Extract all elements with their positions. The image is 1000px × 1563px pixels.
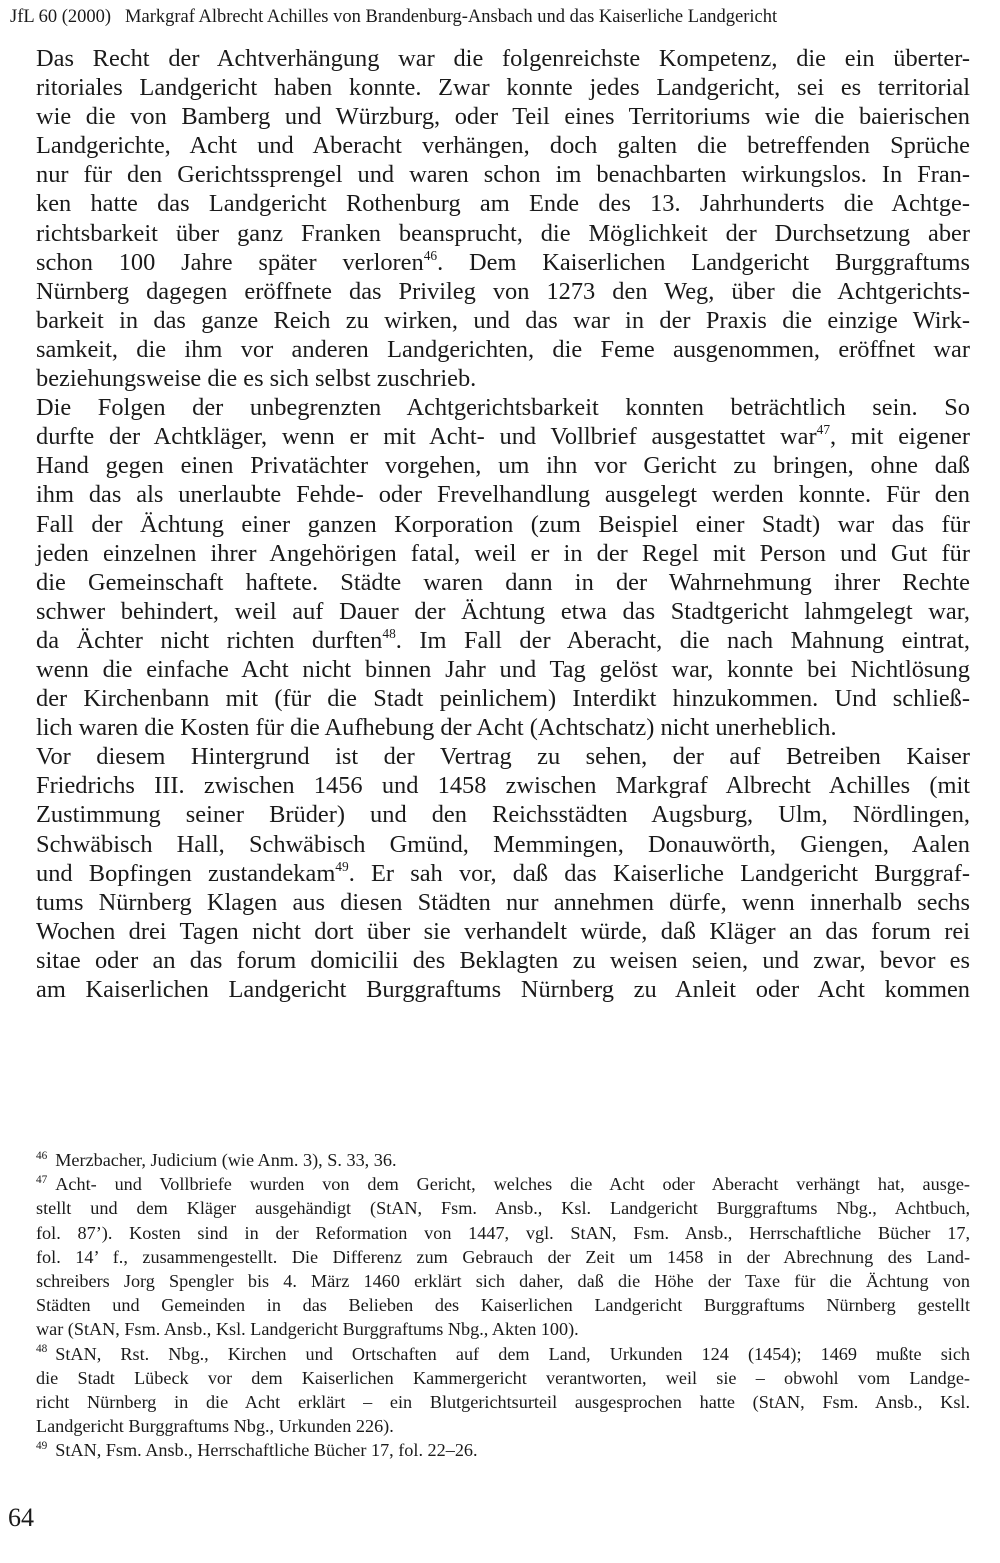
text-line: ihm das als unerlaubte Fehde- oder Frevelhandlung ausgelegt werden konnte. Für den	[36, 481, 970, 509]
footnote-number: 46	[36, 1149, 48, 1162]
article-title: Markgraf Albrecht Achilles von Brandenburg-Ansbach und das Kaiserliche Landgericht	[125, 7, 778, 27]
text-line: barkeit in das ganze Reich zu wirken, und das war in der Praxis die einzige Wirk-	[36, 306, 970, 334]
text-line: samkeit, die ihm vor anderen Landgerichten, die Feme ausgenommen, eröffnet war	[36, 335, 970, 363]
text-line: Landgerichte, Acht und Aberacht verhängen, doch galten die betreffenden Sprüche	[36, 132, 970, 160]
text-line: Schwäbisch Hall, Schwäbisch Gmünd, Memmingen, Donauwörth, Giengen, Aalen	[36, 830, 970, 858]
text-line	[8, 859, 970, 888]
paragraph-2	[8, 393, 970, 742]
text-line: tums Nürnberg Klagen aus diesen Städten nur annehmen dürfe, wenn innerhalb sechs	[36, 888, 970, 916]
text-line: beziehungsweise die es sich selbst zuschrieb.	[36, 365, 477, 393]
footnote-number: 48	[36, 1343, 48, 1356]
footnote-ref-47[interactable]: 47	[816, 422, 831, 438]
text-line: am Kaiserlichen Landgericht Burggraftums Nürnberg zu Anleit oder Acht kommen	[36, 976, 970, 1003]
footnote-text: StAN, Rst. Nbg., Kirchen und Ortschaften auf dem Land, Urkunden 124 (1454); 1469 mußte sich	[55, 1343, 970, 1364]
text-line: Das Recht der Achtverhängung war die folgenreichste Kompetenz, die ein überter-	[36, 45, 970, 72]
text-segment: durfte der Achtkläger, wenn er mit Acht- und Vollbrief ausgestattet war	[36, 423, 817, 451]
footnote-text: Merzbacher, Judicium (wie Anm. 3), S. 33, 36.	[55, 1150, 397, 1170]
footnote-line	[8, 1172, 970, 1196]
text-line: Fall der Ächtung einer ganzen Korporation (zum Beispiel einer Stadt) war das für	[36, 510, 970, 538]
text-segment: . Im Fall der Aberacht, die nach Mahnung eintrat,	[395, 626, 970, 654]
text-line: wie die von Bamberg und Würzburg, oder Teil eines Territoriums wie die baierischen	[36, 103, 970, 131]
footnote-line: stellt und dem Kläger ausgehändigt (StAN, Fsm. Ansb., Ksl. Landgericht Burggraftums Nbg., Achtbuch,	[36, 1198, 970, 1219]
text-segment: , mit eigener	[830, 423, 970, 451]
text-line: ken hatte das Landgericht Rothenburg am Ende des 13. Jahrhunderts die Achtge-	[36, 190, 970, 218]
text-line: der Kirchenbann mit (für die Stadt peinlichem) Interdikt hinzukommen. Und schließ-	[36, 685, 970, 713]
text-line	[8, 422, 970, 451]
text-segment: schon 100 Jahre später verloren	[36, 248, 424, 276]
paragraph-1	[8, 44, 970, 393]
footnote-line: war (StAN, Fsm. Ansb., Ksl. Landgericht Burggraftums Nbg., Akten 100).	[36, 1319, 579, 1340]
footnote-line	[8, 1342, 970, 1366]
journal-citation: JfL 60 (2000)	[10, 7, 112, 27]
text-line: Hand gegen einen Privatächter vorgehen, um ihn vor Gericht zu bringen, ohne daß	[36, 452, 970, 480]
footnote-line: fol. 87’). Kosten sind in der Reformation von 1447, vgl. StAN, Fsm. Ansb., Herrschaftliche Bücher 17,	[36, 1222, 970, 1243]
text-line: jeden einzelnen ihrer Angehörigen fatal, weil er in der Regel mit Person und Gut für	[36, 539, 970, 567]
footnote-text: Acht- und Vollbriefe wurden von dem Gericht, welches die Acht oder Aberacht verhängt hat, ausge-	[55, 1174, 970, 1195]
footnote-ref-48[interactable]: 48	[382, 625, 396, 641]
footnote-text: StAN, Fsm. Ansb., Herrschaftliche Bücher 17, fol. 22–26.	[55, 1440, 478, 1461]
text-line: ritoriales Landgericht haben konnte. Zwar konnte jedes Landgericht, sei es territorial	[36, 74, 970, 102]
footnote-ref-46[interactable]: 46	[423, 247, 438, 263]
footnote-line: die Stadt Lübeck vor dem Kaiserlichen Kammergericht verantworten, weil sie – obwohl vom Landge-	[36, 1367, 970, 1388]
footnote-ref-49[interactable]: 49	[335, 858, 349, 874]
text-line: nur für den Gerichtssprengel und waren schon im benachbarten wirkungslos. In Fran-	[36, 161, 970, 189]
text-line	[8, 248, 970, 277]
text-line: Vor diesem Hintergrund ist der Vertrag zu sehen, der auf Betreiben Kaiser	[36, 743, 970, 771]
text-line: wenn die einfache Acht nicht binnen Jahr und Tag gelöst war, konnte bei Nichtlösung	[36, 655, 970, 683]
text-line: Nürnberg dagegen eröffnete das Privileg von 1273 den Weg, über die Achtgerichts-	[36, 277, 970, 305]
text-line: schwer behindert, weil auf Dauer der Ächtung etwa das Stadtgericht lahmgelegt war,	[36, 597, 970, 625]
footnote-48	[8, 1342, 970, 1439]
text-line: richtsbarkeit über ganz Franken beansprucht, die Möglichkeit der Durchsetzung aber	[36, 219, 970, 247]
footnote-line: schreibers Jorg Spengler bis 4. März 1460 erklärt sich daher, daß die Höhe der Taxe für die Ächtung von	[36, 1271, 970, 1292]
text-line: die Gemeinschaft haftete. Städte waren dann in der Wahrnehmung ihrer Rechte	[36, 568, 970, 596]
page-number: 64	[8, 1503, 34, 1532]
text-segment: . Er sah vor, daß das Kaiserliche Landgericht Burggraf-	[348, 859, 970, 887]
footnote-number: 47	[36, 1173, 48, 1186]
running-header	[10, 6, 970, 28]
text-segment: da Ächter nicht richten durften	[36, 626, 383, 654]
footnote-49	[8, 1438, 970, 1462]
footnote-line: fol. 14’ f., zusammengestellt. Die Differenz zum Gebrauch der Zeit um 1458 in der Abrechnung des Land-	[36, 1246, 970, 1267]
footnote-line	[8, 1148, 970, 1172]
footnote-number: 49	[36, 1440, 48, 1453]
footnote-46	[8, 1148, 970, 1172]
footnote-line	[8, 1438, 970, 1462]
text-segment: und Bopfingen zustandekam	[36, 859, 336, 887]
footnote-line: Städten und Gemeinden in das Belieben des Kaiserlichen Landgericht Burggraftums Nürnberg gestellt	[36, 1295, 970, 1316]
text-segment: . Dem Kaiserlichen Landgericht Burggraftums	[437, 248, 970, 276]
text-line	[8, 626, 970, 655]
footnote-line: richt Nürnberg in die Acht erklärt – ein Blutgerichtsurteil ausgesprochen hatte (StAN, Fsm. Ansb., Ksl.	[36, 1392, 970, 1413]
paragraph-3	[8, 742, 970, 1004]
text-line: Die Folgen der unbegrenzten Achtgerichtsbarkeit konnten beträchtlich sein. So	[36, 394, 970, 422]
text-line: lich waren die Kosten für die Aufhebung der Acht (Achtschatz) nicht unerheblich.	[36, 714, 837, 742]
footnotes	[8, 1148, 970, 1463]
text-line: Friedrichs III. zwischen 1456 und 1458 zwischen Markgraf Albrecht Achilles (mit	[36, 772, 970, 800]
text-line: Zustimmung seiner Brüder) und den Reichsstädten Augsburg, Ulm, Nördlingen,	[36, 801, 970, 829]
footnote-line: Landgericht Burggraftums Nbg., Urkunden 226).	[36, 1416, 394, 1437]
text-line: Wochen drei Tagen nicht dort über sie verhandelt würde, daß Kläger an das forum rei	[36, 917, 970, 945]
main-text	[8, 44, 970, 1004]
text-line: sitae oder an das forum domicilii des Beklagten zu weisen seien, und zwar, bevor es	[36, 946, 970, 974]
footnote-47	[8, 1172, 970, 1341]
